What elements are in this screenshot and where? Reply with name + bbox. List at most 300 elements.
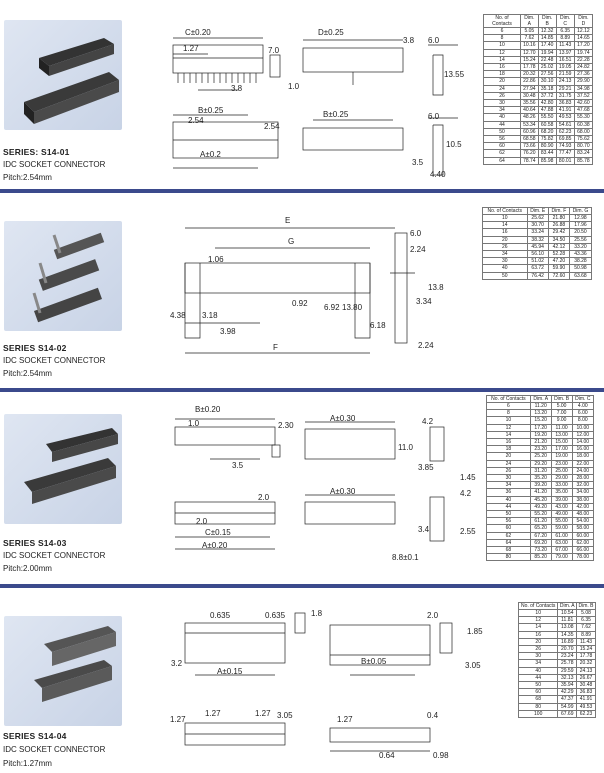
table-cell: 62.23 bbox=[556, 128, 574, 135]
table-row bbox=[483, 243, 592, 250]
dim-224: 2.24 bbox=[410, 245, 426, 254]
table-cell: 20.32 bbox=[521, 71, 539, 78]
table-row bbox=[519, 646, 596, 653]
table-row bbox=[484, 35, 593, 42]
table-row bbox=[484, 78, 593, 85]
dim-18: 1.8 bbox=[311, 609, 323, 618]
table-cell: 66.00 bbox=[572, 547, 593, 554]
table-row bbox=[519, 674, 596, 681]
table-cell: 32.13 bbox=[558, 674, 577, 681]
table-cell: 10.54 bbox=[558, 610, 577, 617]
dim-b2: B±0.25 bbox=[323, 110, 349, 119]
table-row bbox=[487, 503, 594, 510]
table-row bbox=[487, 547, 594, 554]
table-cell: 36.83 bbox=[577, 689, 596, 696]
table-cell: 29.59 bbox=[558, 667, 577, 674]
dim-127c: 1.27 bbox=[337, 715, 353, 724]
table-cell: 39.20 bbox=[530, 482, 551, 489]
table-cell: 63.72 bbox=[527, 265, 548, 272]
table-cell: 12 bbox=[484, 49, 521, 56]
table-row bbox=[519, 703, 596, 710]
table-cell: 13.08 bbox=[558, 624, 577, 631]
table-row bbox=[484, 92, 593, 99]
table-cell: 19.20 bbox=[530, 431, 551, 438]
table-cell: 22.86 bbox=[521, 78, 539, 85]
table-cell: 20 bbox=[484, 78, 521, 85]
dim-105: 10.5 bbox=[446, 140, 462, 149]
table-cell: 68.58 bbox=[521, 136, 539, 143]
dim-398: 3.98 bbox=[220, 327, 236, 336]
table-cell: 83.24 bbox=[574, 150, 592, 157]
dim-092: 0.92 bbox=[292, 299, 308, 308]
table-row bbox=[483, 229, 592, 236]
table-cell: 17.40 bbox=[538, 42, 556, 49]
dim-098: 0.98 bbox=[433, 751, 449, 760]
table-cell: 36.83 bbox=[556, 100, 574, 107]
table-row bbox=[484, 85, 593, 92]
table-cell: 19.94 bbox=[538, 49, 556, 56]
table-row bbox=[487, 431, 594, 438]
table-row bbox=[487, 511, 594, 518]
table-cell: 60 bbox=[487, 525, 531, 532]
table-header-cell: Dim. D bbox=[574, 15, 592, 28]
table-cell: 11.00 bbox=[551, 424, 572, 431]
table-cell: 68 bbox=[487, 547, 531, 554]
table-row bbox=[483, 215, 592, 222]
table-cell: 8.00 bbox=[572, 417, 593, 424]
table-header-cell: Dim. A bbox=[521, 15, 539, 28]
table-cell: 26.67 bbox=[577, 674, 596, 681]
table-cell: 18.00 bbox=[572, 453, 593, 460]
table-cell: 17.78 bbox=[521, 64, 539, 71]
table-cell: 24.13 bbox=[577, 667, 596, 674]
table-row bbox=[484, 71, 593, 78]
table-cell: 63.68 bbox=[569, 272, 591, 279]
table-row bbox=[484, 100, 593, 107]
table-cell: 61.00 bbox=[551, 532, 572, 539]
dim-a: A±0.15 bbox=[217, 667, 243, 676]
table-cell: 44 bbox=[487, 503, 531, 510]
table-cell: 60 bbox=[519, 689, 558, 696]
table-cell: 67.20 bbox=[530, 532, 551, 539]
dim-38b: 3.8 bbox=[403, 36, 415, 45]
table-row bbox=[484, 143, 593, 150]
table-cell: 26.88 bbox=[548, 222, 569, 229]
table-row bbox=[483, 236, 592, 243]
table-cell: 49.53 bbox=[577, 703, 596, 710]
table-cell: 21.59 bbox=[556, 71, 574, 78]
table-cell: 56 bbox=[484, 136, 521, 143]
table-cell: 68 bbox=[519, 696, 558, 703]
table-cell: 60.38 bbox=[574, 121, 592, 128]
table-row bbox=[487, 489, 594, 496]
table-cell: 24 bbox=[487, 460, 531, 467]
table-row bbox=[487, 539, 594, 546]
table-cell: 17.96 bbox=[569, 222, 591, 229]
table-cell: 44 bbox=[519, 674, 558, 681]
table-cell: 13.00 bbox=[551, 431, 572, 438]
table-cell: 10 bbox=[519, 610, 558, 617]
table-cell: 14 bbox=[484, 56, 521, 63]
table-cell: 55.00 bbox=[551, 518, 572, 525]
dim-692: 6.92 bbox=[324, 303, 340, 312]
table-header-cell: Dim. G bbox=[569, 208, 591, 215]
dim-0635: 0.635 bbox=[210, 611, 231, 620]
table-cell: 26 bbox=[519, 646, 558, 653]
table-cell: 37.52 bbox=[574, 92, 592, 99]
series-label: SERIES: S14-01 bbox=[3, 147, 70, 157]
table-cell: 15.00 bbox=[551, 439, 572, 446]
table-cell: 29.42 bbox=[548, 229, 569, 236]
table-row bbox=[519, 710, 596, 717]
table-cell: 79.00 bbox=[551, 554, 572, 561]
table-cell: 43.36 bbox=[569, 251, 591, 258]
table-cell: 38.00 bbox=[572, 496, 593, 503]
table-cell: 20 bbox=[487, 453, 531, 460]
table-header-row bbox=[519, 603, 596, 610]
table-cell: 77.47 bbox=[556, 150, 574, 157]
table-cell: 40 bbox=[484, 114, 521, 121]
table-cell: 52.28 bbox=[548, 251, 569, 258]
table-cell: 24 bbox=[484, 85, 521, 92]
table-cell: 22.28 bbox=[574, 56, 592, 63]
series-label: SERIES S14-02 bbox=[3, 343, 67, 353]
table-cell: 23.00 bbox=[551, 460, 572, 467]
table-cell: 63.00 bbox=[551, 539, 572, 546]
table-cell: 53.34 bbox=[521, 121, 539, 128]
table-header-cell: No. of Contacts bbox=[519, 603, 558, 610]
table-cell: 19.05 bbox=[556, 64, 574, 71]
table-cell: 21.80 bbox=[548, 215, 569, 222]
table-cell: 25.78 bbox=[558, 660, 577, 667]
table-row bbox=[519, 696, 596, 703]
table-header-cell: No. of Contacts bbox=[484, 15, 521, 28]
dim-618: 6.18 bbox=[370, 321, 386, 330]
dim-110: 11.0 bbox=[398, 443, 413, 452]
dim-1355: 13.55 bbox=[444, 70, 465, 79]
dim-a2: A±0.30 bbox=[330, 487, 356, 496]
table-cell: 26 bbox=[483, 243, 528, 250]
table-cell: 6.35 bbox=[577, 617, 596, 624]
table-cell: 56 bbox=[487, 518, 531, 525]
table-cell: 27.36 bbox=[574, 71, 592, 78]
table-row bbox=[487, 403, 594, 410]
table-cell: 43.00 bbox=[551, 503, 572, 510]
table-cell: 33.24 bbox=[527, 229, 548, 236]
table-row bbox=[483, 272, 592, 279]
table-row bbox=[519, 689, 596, 696]
table-cell: 45.94 bbox=[527, 243, 548, 250]
dim-35: 3.5 bbox=[412, 158, 424, 167]
table-row bbox=[483, 222, 592, 229]
table-cell: 33.20 bbox=[569, 243, 591, 250]
table-cell: 72.60 bbox=[548, 272, 569, 279]
table-row bbox=[519, 667, 596, 674]
table-cell: 78.00 bbox=[572, 554, 593, 561]
table-cell: 8.89 bbox=[556, 35, 574, 42]
dim-60b: 6.0 bbox=[428, 112, 440, 121]
dim-138: 13.8 bbox=[428, 283, 444, 292]
table-cell: 34.00 bbox=[572, 489, 593, 496]
table-row bbox=[484, 42, 593, 49]
table-cell: 35.00 bbox=[551, 489, 572, 496]
table-cell: 31.75 bbox=[556, 92, 574, 99]
table-row bbox=[484, 128, 593, 135]
table-cell: 85.78 bbox=[574, 157, 592, 164]
table-cell: 16 bbox=[483, 229, 528, 236]
table-cell: 11.43 bbox=[556, 42, 574, 49]
dim-88: 8.8±0.1 bbox=[392, 553, 419, 562]
table-cell: 56.10 bbox=[527, 251, 548, 258]
table-cell: 16.89 bbox=[558, 638, 577, 645]
product-photo-s14-02 bbox=[4, 221, 122, 331]
table-cell: 27.94 bbox=[521, 85, 539, 92]
table-cell: 30.70 bbox=[527, 222, 548, 229]
table-row bbox=[484, 28, 593, 35]
table-cell: 10 bbox=[484, 42, 521, 49]
table-row bbox=[484, 121, 593, 128]
section-s14-03 bbox=[0, 392, 604, 582]
dim-318: 3.18 bbox=[202, 311, 218, 320]
section-s14-01 bbox=[0, 0, 604, 190]
table-row bbox=[487, 496, 594, 503]
dim-127b: 1.27 bbox=[255, 709, 271, 718]
table-header-cell: Dim. B bbox=[538, 15, 556, 28]
table-cell: 73.20 bbox=[530, 547, 551, 554]
table-cell: 47.88 bbox=[538, 107, 556, 114]
table-cell: 29.20 bbox=[530, 460, 551, 467]
dim-20: 2.0 bbox=[258, 493, 270, 502]
table-cell: 25.00 bbox=[551, 467, 572, 474]
dimension-table-s14-02 bbox=[482, 207, 592, 280]
table-cell: 80.01 bbox=[556, 157, 574, 164]
table-row bbox=[487, 424, 594, 431]
connector-image bbox=[4, 414, 122, 524]
table-row bbox=[487, 417, 594, 424]
table-row bbox=[484, 64, 593, 71]
table-cell: 25.62 bbox=[527, 215, 548, 222]
table-cell: 6.00 bbox=[572, 410, 593, 417]
table-cell: 7.00 bbox=[551, 410, 572, 417]
table-cell: 40.64 bbox=[521, 107, 539, 114]
table-cell: 17.20 bbox=[574, 42, 592, 49]
table-cell: 35.94 bbox=[558, 682, 577, 689]
table-cell: 21.20 bbox=[530, 439, 551, 446]
table-cell: 65.20 bbox=[530, 525, 551, 532]
table-cell: 10 bbox=[483, 215, 528, 222]
table-cell: 8 bbox=[487, 410, 531, 417]
dim-e: E bbox=[285, 216, 291, 225]
table-cell: 12.12 bbox=[574, 28, 592, 35]
table-cell: 10 bbox=[487, 417, 531, 424]
table-row bbox=[484, 157, 593, 164]
dim-42b: 4.2 bbox=[460, 489, 472, 498]
table-cell: 30.48 bbox=[577, 682, 596, 689]
table-cell: 11.20 bbox=[530, 403, 551, 410]
table-cell: 68.20 bbox=[538, 128, 556, 135]
dim-20b: 2.0 bbox=[196, 517, 208, 526]
table-cell: 35.56 bbox=[521, 100, 539, 107]
table-cell: 34.98 bbox=[574, 85, 592, 92]
table-cell: 69.20 bbox=[530, 539, 551, 546]
table-cell: 85.98 bbox=[538, 157, 556, 164]
table-cell: 30.48 bbox=[521, 92, 539, 99]
table-cell: 15.24 bbox=[521, 56, 539, 63]
table-cell: 16.00 bbox=[572, 446, 593, 453]
dim-127: 1.27 bbox=[205, 709, 221, 718]
table-row bbox=[484, 56, 593, 63]
table-row bbox=[487, 410, 594, 417]
table-cell: 50 bbox=[484, 128, 521, 135]
table-cell: 6 bbox=[484, 28, 521, 35]
table-cell: 60 bbox=[484, 143, 521, 150]
table-cell: 10.00 bbox=[572, 424, 593, 431]
table-cell: 42.00 bbox=[572, 503, 593, 510]
table-cell: 14 bbox=[487, 431, 531, 438]
table-row bbox=[519, 638, 596, 645]
dim-f: F bbox=[273, 343, 278, 352]
table-cell: 34 bbox=[519, 660, 558, 667]
dim-438: 4.38 bbox=[170, 311, 186, 320]
table-cell: 47.37 bbox=[558, 696, 577, 703]
table-row bbox=[487, 439, 594, 446]
table-cell: 12 bbox=[487, 424, 531, 431]
pitch-label: Pitch:2.54mm bbox=[3, 369, 52, 378]
table-cell: 15.24 bbox=[577, 646, 596, 653]
table-cell: 76.42 bbox=[527, 272, 548, 279]
product-photo-s14-04 bbox=[4, 616, 122, 726]
table-cell: 27.56 bbox=[538, 71, 556, 78]
table-cell: 17.20 bbox=[530, 424, 551, 431]
dim-305b: 3.05 bbox=[465, 661, 481, 670]
product-photo-s14-03 bbox=[4, 414, 122, 524]
table-cell: 15.20 bbox=[530, 417, 551, 424]
table-cell: 85.20 bbox=[530, 554, 551, 561]
table-cell: 59.90 bbox=[548, 265, 569, 272]
table-cell: 14 bbox=[483, 222, 528, 229]
table-row bbox=[487, 554, 594, 561]
dim-c: C±0.20 bbox=[185, 28, 211, 37]
table-cell: 30 bbox=[484, 100, 521, 107]
dim-a: A±0.2 bbox=[200, 150, 221, 159]
table-cell: 48.26 bbox=[521, 114, 539, 121]
table-cell: 38.28 bbox=[569, 258, 591, 265]
table-cell: 32.00 bbox=[572, 482, 593, 489]
table-cell: 14.35 bbox=[558, 631, 577, 638]
section-s14-02 bbox=[0, 193, 604, 385]
table-cell: 18 bbox=[487, 446, 531, 453]
table-cell: 60.96 bbox=[521, 128, 539, 135]
table-cell: 30 bbox=[483, 258, 528, 265]
table-row bbox=[519, 624, 596, 631]
table-cell: 29.21 bbox=[556, 85, 574, 92]
table-cell: 40 bbox=[487, 496, 531, 503]
table-cell: 19.74 bbox=[574, 49, 592, 56]
series-label: SERIES S14-04 bbox=[3, 731, 67, 741]
dim-106: 1.06 bbox=[208, 255, 224, 264]
table-cell: 14.85 bbox=[538, 35, 556, 42]
dim-10: 1.0 bbox=[188, 419, 200, 428]
table-header-cell: Dim. C bbox=[572, 396, 593, 403]
dim-20: 2.0 bbox=[427, 611, 439, 620]
table-cell: 80.90 bbox=[538, 143, 556, 150]
table-header-row bbox=[483, 208, 592, 215]
dim-0635b: 0.635 bbox=[265, 611, 286, 620]
table-row bbox=[487, 518, 594, 525]
table-cell: 12.70 bbox=[521, 49, 539, 56]
table-row bbox=[487, 532, 594, 539]
table-cell: 69.85 bbox=[556, 136, 574, 143]
table-cell: 49.00 bbox=[551, 511, 572, 518]
dim-70: 7.0 bbox=[268, 46, 280, 55]
dim-440: 4.40 bbox=[430, 170, 446, 179]
dim-b: B±0.05 bbox=[361, 657, 387, 666]
table-cell: 44 bbox=[484, 121, 521, 128]
table-row bbox=[484, 136, 593, 143]
table-cell: 11.81 bbox=[558, 617, 577, 624]
table-cell: 40 bbox=[483, 265, 528, 272]
table-cell: 14 bbox=[519, 624, 558, 631]
table-cell: 16 bbox=[484, 64, 521, 71]
dim-230: 2.30 bbox=[278, 421, 294, 430]
dim-32: 3.2 bbox=[171, 659, 183, 668]
product-description: IDC SOCKET CONNECTOR bbox=[3, 551, 106, 560]
table-cell: 16 bbox=[519, 631, 558, 638]
table-cell: 41.20 bbox=[530, 489, 551, 496]
dim-1380: 13.80 bbox=[342, 303, 363, 312]
table-cell: 75.82 bbox=[538, 136, 556, 143]
table-cell: 7.62 bbox=[521, 35, 539, 42]
table-cell: 55.20 bbox=[530, 511, 551, 518]
connector-image bbox=[4, 20, 122, 130]
table-cell: 16 bbox=[487, 439, 531, 446]
table-row bbox=[487, 446, 594, 453]
table-cell: 17.78 bbox=[577, 653, 596, 660]
table-cell: 54.61 bbox=[556, 121, 574, 128]
table-cell: 58.00 bbox=[572, 525, 593, 532]
dim-385: 3.85 bbox=[418, 463, 434, 472]
table-cell: 34 bbox=[483, 251, 528, 258]
dim-42: 4.2 bbox=[422, 417, 434, 426]
dim-255: 2.55 bbox=[460, 527, 476, 536]
table-cell: 68.00 bbox=[574, 128, 592, 135]
table-cell: 33.00 bbox=[551, 482, 572, 489]
table-cell: 25.56 bbox=[569, 236, 591, 243]
dimension-table-s14-01 bbox=[483, 14, 593, 165]
dim-35: 3.5 bbox=[232, 461, 244, 470]
table-cell: 12.00 bbox=[572, 431, 593, 438]
table-cell: 4.00 bbox=[572, 403, 593, 410]
table-cell: 54.00 bbox=[572, 518, 593, 525]
table-cell: 45.20 bbox=[530, 496, 551, 503]
table-cell: 54.99 bbox=[558, 703, 577, 710]
table-header-cell: Dim. B bbox=[578, 603, 594, 609]
table-cell: 41.91 bbox=[556, 107, 574, 114]
dim-305: 3.05 bbox=[277, 711, 293, 720]
table-cell: 34 bbox=[484, 107, 521, 114]
table-cell: 67.00 bbox=[551, 547, 572, 554]
table-cell: 5.08 bbox=[577, 610, 596, 617]
table-cell: 25.20 bbox=[530, 453, 551, 460]
dim-34: 3.4 bbox=[418, 525, 430, 534]
table-cell: 14.65 bbox=[574, 35, 592, 42]
table-cell: 74.93 bbox=[556, 143, 574, 150]
dim-127v: 1.27 bbox=[170, 715, 186, 724]
section-s14-04 bbox=[0, 588, 604, 773]
table-cell: 24.82 bbox=[574, 64, 592, 71]
table-cell: 47.68 bbox=[574, 107, 592, 114]
table-cell: 29.90 bbox=[574, 78, 592, 85]
